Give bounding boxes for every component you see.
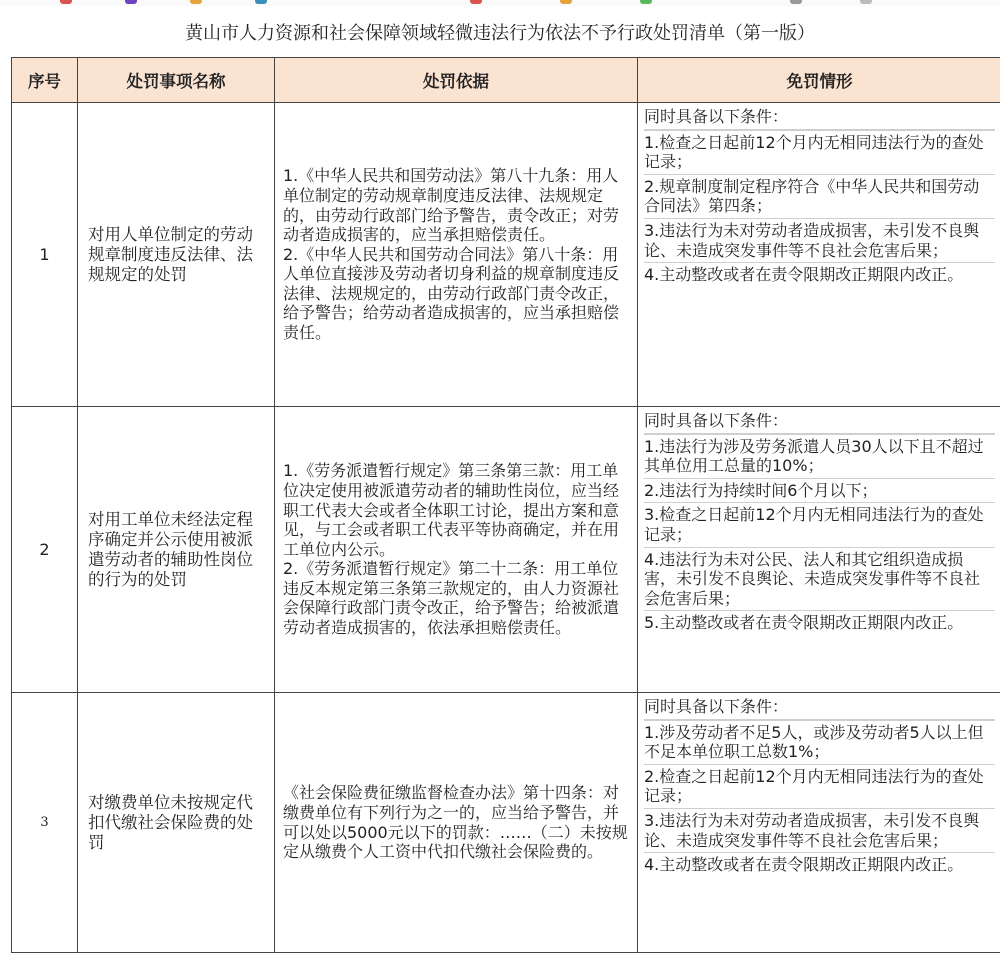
row-legal-basis	[275, 103, 638, 407]
exemption-condition: 1.检查之日起前12个月内无相同违法行为的查处记录；	[644, 130, 995, 174]
header-legal-basis: 处罚依据	[275, 58, 638, 103]
exemption-condition: 3.违法行为未对劳动者造成损害，未引发不良舆论、未造成突发事件等不良社会危害后果；	[644, 808, 995, 852]
exemption-condition: 1.涉及劳动者不足5人，或涉及劳动者5人以上但不足本单位职工总数1%；	[644, 720, 995, 764]
penalty-exemption-table	[11, 57, 1000, 953]
exemption-heading: 同时具备以下条件：	[644, 409, 995, 434]
document-title: 黄山市人力资源和社会保障领域轻微违法行为依法不予行政处罚清单（第一版）	[0, 12, 1000, 56]
row-item-name: 对用工单位未经法定程序确定并公示使用被派遣劳动者的辅助性岗位的行为的处罚	[78, 407, 275, 693]
table-row	[12, 693, 1000, 953]
exemption-heading: 同时具备以下条件：	[644, 695, 995, 720]
basis-paragraph: 《社会保险费征缴监督检查办法》第十四条：对缴费单位有下列行为之一的，应当给予警告，并可以处以5000元以下的罚款：……（二）未按规定从缴费个人工资中代扣代缴社会保险费的。	[283, 783, 629, 861]
basis-paragraph: 2.《劳务派遣暂行规定》第二十二条：用工单位违反本规定第三条第三款规定的，由人力资源社会保障行政部门责令改正，给予警告；给被派遣劳动者造成损害的，依法承担赔偿责任。	[283, 559, 629, 637]
exemption-condition: 2.违法行为持续时间6个月以下；	[644, 478, 995, 503]
exemption-condition: 3.检查之日起前12个月内无相同违法行为的查处记录；	[644, 502, 995, 546]
basis-paragraph: 2.《中华人民共和国劳动合同法》第八十条：用人单位直接涉及劳动者切身利益的规章制度违反法律、法规规定的，由劳动行政部门责令改正，给予警告；给劳动者造成损害的，应当承担赔偿责任。	[283, 245, 629, 343]
row-index: 3	[12, 693, 78, 953]
table-row	[12, 407, 1000, 693]
exemption-condition: 2.规章制度制定程序符合《中华人民共和国劳动合同法》第四条；	[644, 174, 995, 218]
row-legal-basis	[275, 693, 638, 953]
exemption-condition: 4.主动整改或者在责令限期改正期限内改正。	[644, 262, 995, 287]
basis-paragraph: 1.《劳务派遣暂行规定》第三条第三款：用工单位决定使用被派遣劳动者的辅助性岗位，应当经职工代表大会或者全体职工讨论，提出方案和意见，与工会或者职工代表平等协商确定，并在用工单位内公示。	[283, 461, 629, 559]
exemption-condition: 2.检查之日起前12个月内无相同违法行为的查处记录；	[644, 764, 995, 808]
row-exemption	[638, 407, 1000, 693]
exemption-heading: 同时具备以下条件：	[644, 105, 995, 130]
header-exemption-conditions: 免罚情形	[638, 58, 1000, 103]
exemption-condition: 4.主动整改或者在责令限期改正期限内改正。	[644, 852, 995, 877]
row-exemption	[638, 693, 1000, 953]
browser-toolbar-strip	[0, 0, 1000, 6]
exemption-condition: 1.违法行为涉及劳务派遣人员30人以下且不超过其单位用工总量的10%；	[644, 434, 995, 478]
header-index: 序号	[12, 58, 78, 103]
row-index: 2	[12, 407, 78, 693]
table-row	[12, 103, 1000, 407]
exemption-condition: 4.违法行为未对公民、法人和其它组织造成损害，未引发不良舆论、未造成突发事件等不良社会危害后果；	[644, 547, 995, 611]
row-legal-basis	[275, 407, 638, 693]
row-exemption	[638, 103, 1000, 407]
table-header-row	[12, 58, 1000, 103]
exemption-condition: 5.主动整改或者在责令限期改正期限内改正。	[644, 610, 995, 635]
row-item-name: 对缴费单位未按规定代扣代缴社会保险费的处罚	[78, 693, 275, 953]
row-index: 1	[12, 103, 78, 407]
header-item-name: 处罚事项名称	[78, 58, 275, 103]
exemption-condition: 3.违法行为未对劳动者造成损害，未引发不良舆论、未造成突发事件等不良社会危害后果；	[644, 218, 995, 262]
row-item-name: 对用人单位制定的劳动规章制度违反法律、法规规定的处罚	[78, 103, 275, 407]
basis-paragraph: 1.《中华人民共和国劳动法》第八十九条：用人单位制定的劳动规章制度违反法律、法规规定的，由劳动行政部门给予警告，责令改正；对劳动者造成损害的，应当承担赔偿责任。	[283, 166, 629, 244]
